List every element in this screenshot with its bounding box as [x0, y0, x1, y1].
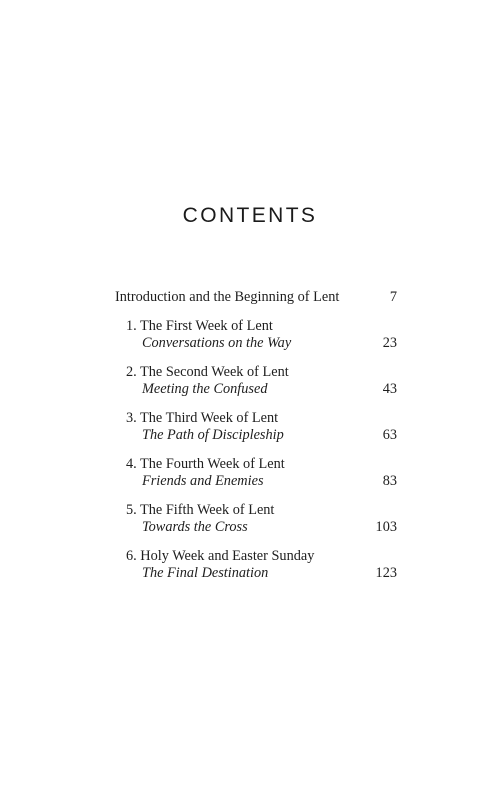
toc-entry-subtitle: The Final Destination	[142, 565, 269, 581]
toc-entry-title: 1. The First Week of Lent	[126, 318, 273, 334]
toc-entry-title: 3. The Third Week of Lent	[126, 410, 279, 426]
toc-page-number: 103	[375, 519, 397, 535]
toc-entry-subtitle: Meeting the Confused	[142, 381, 268, 397]
toc-entry-chapter-3	[115, 410, 397, 444]
toc-entry-title: 5. The Fifth Week of Lent	[126, 502, 275, 518]
toc-entry-chapter-6	[115, 548, 397, 582]
toc-page-number: 23	[382, 335, 397, 351]
toc-entry-chapter-5	[115, 502, 397, 536]
toc-page-number: 43	[382, 381, 397, 397]
toc-entry-subtitle: Conversations on the Way	[142, 335, 292, 351]
toc-entry-subtitle: The Path of Discipleship	[142, 427, 284, 443]
table-of-contents	[115, 289, 397, 594]
page-title: CONTENTS	[182, 204, 318, 227]
toc-entry-chapter-4	[115, 456, 397, 490]
toc-entry-subtitle: Friends and Enemies	[142, 473, 264, 489]
toc-entry-title: 2. The Second Week of Lent	[126, 364, 289, 380]
toc-entry-title: 6. Holy Week and Easter Sunday	[126, 548, 315, 564]
toc-entry-title: 4. The Fourth Week of Lent	[126, 456, 285, 472]
toc-entry-intro	[115, 289, 397, 306]
toc-page-number: 7	[389, 289, 397, 305]
toc-page-number: 123	[375, 565, 397, 581]
toc-entry-chapter-2	[115, 364, 397, 398]
toc-entry-chapter-1	[115, 318, 397, 352]
toc-entry-subtitle: Towards the Cross	[142, 519, 248, 535]
toc-page-number: 83	[382, 473, 397, 489]
toc-entry-title: Introduction and the Beginning of Lent	[115, 289, 340, 305]
toc-page-number: 63	[382, 427, 397, 443]
